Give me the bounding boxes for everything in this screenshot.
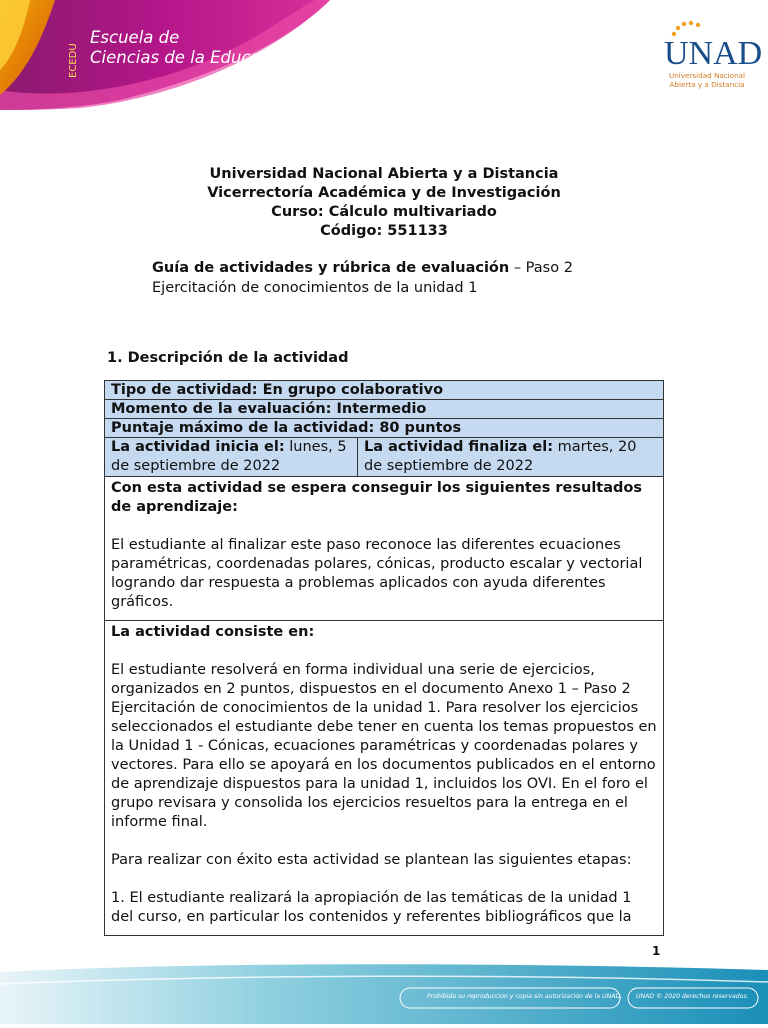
activity-table — [104, 380, 664, 936]
activity-type: Tipo de actividad: En grupo colaborativo — [105, 381, 664, 400]
university-name: Universidad Nacional Abierta y a Distancia — [209, 166, 559, 182]
end-date-cell — [358, 438, 664, 477]
logo-subtitle — [662, 72, 752, 89]
guide-subtitle: Ejercitación de conocimientos de la unidad 1 — [152, 279, 478, 296]
school-line-1: Escuela de — [90, 28, 180, 47]
page-header — [0, 0, 768, 110]
guide-title-bold: Guía de actividades y rúbrica de evaluación — [152, 260, 510, 276]
course-code: Código: 551133 — [320, 223, 448, 239]
guide-title-step: – Paso 2 — [509, 260, 573, 276]
activity-description-cell — [105, 621, 664, 936]
start-date-value: lunes, 5 de septiembre de 2022 — [111, 439, 347, 474]
activity-description-p1: El estudiante resolverá en forma individual una serie de ejercicios, organizados en 2 puntos, dispuestos en el documento Anexo 1 – Paso 2 Ejercitación de conocimientos de la unidad 1. Para resolver los ejercicios seleccionados el estudiante debe tener en cuenta los temas propuestos en la Unidad 1 - Cónicas, ecuaciones paramétricas y coordenadas polares y vectores. Para ello se apoyará en los documentos publicados en el entorno de aprendizaje dispuestos para la unidad 1, incluidos los OVI. En el foro el grupo revisara y consolida los ejercicios resueltos para la entrega en el informe final. — [111, 662, 657, 830]
max-score: Puntaje máximo de la actividad: 80 puntos — [105, 419, 664, 438]
table-row-dates — [105, 438, 664, 477]
table-row-puntaje — [105, 419, 664, 438]
evaluation-moment: Momento de la evaluación: Intermedio — [105, 400, 664, 419]
end-date-value: martes, 20 de septiembre de 2022 — [364, 439, 637, 474]
logo-dots-icon — [672, 21, 700, 36]
footer-rights: UNAD © 2020 derechos reservados. — [636, 993, 749, 1000]
section-title: 1. Descripción de la actividad — [107, 350, 349, 366]
table-row-tipo — [105, 381, 664, 400]
learning-outcomes-title: Con esta actividad se espera conseguir los siguientes resultados de aprendizaje: — [111, 480, 642, 515]
ecedu-mark — [60, 22, 82, 80]
page-number: 1 — [652, 944, 661, 958]
start-date-cell — [105, 438, 358, 477]
start-date-label: La actividad inicia el: — [111, 439, 285, 455]
logo-subtitle-line-2: Abierta y a Distancia — [669, 79, 745, 89]
vicerrectoria: Vicerrectoría Académica y de Investigación — [207, 185, 561, 201]
school-name — [90, 28, 295, 68]
learning-outcomes-cell — [105, 477, 664, 621]
activity-description-p3: 1. El estudiante realizará la apropiación de las temáticas de la unidad 1 del curso, en particular los contenidos y referentes bibliográficos que la — [111, 890, 632, 925]
guide-heading — [152, 259, 573, 298]
end-date-label: La actividad finaliza el: — [364, 439, 554, 455]
logo-subtitle-line-1: Universidad Nacional — [668, 71, 746, 80]
learning-outcomes-text: El estudiante al finalizar este paso reconoce las diferentes ecuaciones paramétricas, coordenadas polares, cónicas, producto escalar y vectorial logrando dar respuesta a problemas aplicados con ayuda diferentes gráficos. — [111, 537, 643, 610]
ecedu-text: ECEDU — [68, 43, 79, 78]
table-row-consiste — [105, 621, 664, 936]
table-row-momento — [105, 400, 664, 419]
table-row-resultados — [105, 477, 664, 621]
logo-text: UNAD — [664, 35, 763, 72]
activity-description-p2: Para realizar con éxito esta actividad se plantean las siguientes etapas: — [111, 852, 632, 868]
footer-copyright-notice: Prohibida su reproducción y copia sin autorización de la UNAD. — [427, 993, 623, 1000]
activity-description-title: La actividad consiste en: — [111, 624, 315, 640]
document-title-block — [0, 165, 768, 241]
school-line-2: Ciencias de la Educación — [90, 48, 295, 67]
guide-title — [152, 259, 573, 279]
course-name: Curso: Cálculo multivariado — [271, 204, 497, 220]
